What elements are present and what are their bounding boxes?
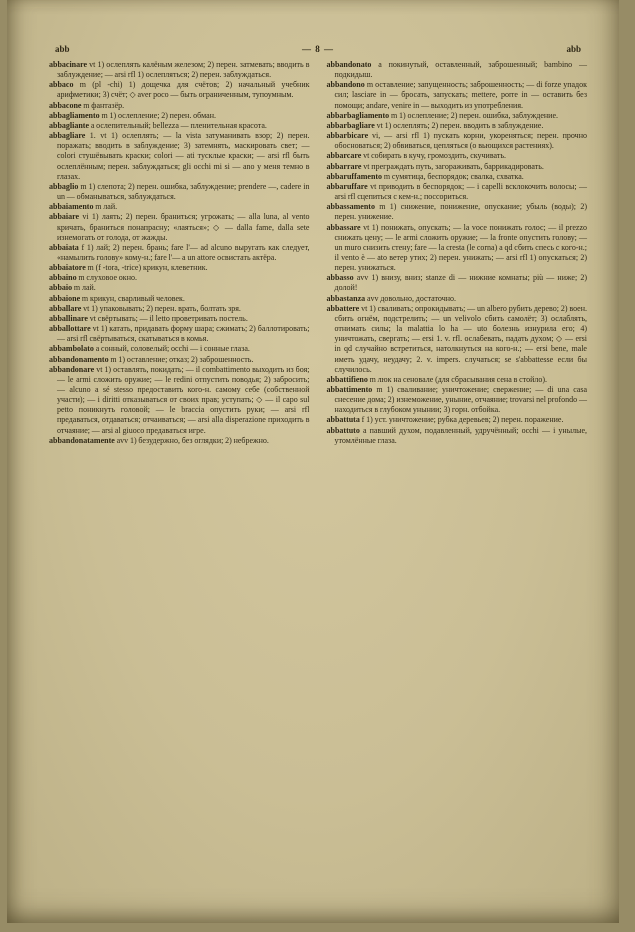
dictionary-entry: abbattuto a павший духом, подавленный, удручённый; occhi — i унылые, утомлённые глаза.	[326, 425, 587, 445]
dictionary-entry: abbagliante a ослепительный; bellezza — пленительная красота.	[49, 120, 267, 130]
dictionary-entry: abbaiatore m (f -tora, -trice) крикун, клеветник.	[49, 263, 208, 273]
entry-headword: abbaglio	[49, 181, 79, 191]
entry-headword: abbacone	[49, 100, 82, 110]
dictionary-entry: abbaione m крикун, сварливый человек.	[49, 293, 185, 303]
header-guide-word-left: abb	[55, 44, 70, 54]
dictionary-entry: abbattifieno m люк на сеновале (для сбрасывания сена в стойло).	[326, 374, 548, 384]
entry-headword: abbaiamento	[49, 202, 94, 212]
entry-headword: abbagliamento	[49, 110, 100, 120]
dictionary-entry: abbarbicare vi, — arsi rfl 1) пускать корни, укореняться; перен. прочно обосноваться; 2) обвиваться, цепляться (о вьющихся растениях).	[326, 131, 587, 151]
entry-headword: abbaruffare	[326, 181, 368, 191]
page-header	[49, 44, 587, 60]
entry-headword: abbaione	[49, 293, 81, 303]
entry-headword: abbandonare	[49, 364, 95, 374]
entry-headword: abbattuto	[326, 425, 360, 435]
entry-headword: abbaiata	[49, 242, 79, 252]
entry-headword: abbandonatamente	[49, 435, 115, 445]
dictionary-entry: abbarrare vt преграждать путь, загораживать, баррикадировать.	[326, 161, 544, 171]
page-number: — 8 —	[302, 44, 334, 54]
entry-headword: abbarbagliamento	[326, 110, 390, 120]
column-right	[327, 60, 588, 446]
entry-headword: abbasso	[326, 273, 354, 283]
dictionary-entry: abbaiare vi 1) лаять; 2) перен. браниться; угрожать; — alla luna, al vento кричать, браниться понапрасну; «лаяться»; ◇ — dalla fame, dalla sete изнемогать от голода, от жажды.	[49, 212, 310, 242]
dictionary-entry: abbassare vt 1) понижать, опускать; — la voce понижать голос; — il prezzo снижать цену; — le armi сложить оружие; — la fronte опустить голову; — un muro снизить стену; fare — la cresta (le corna) a qd сбить спесь с кого-н.; il vento è — ato ветер утих; 2) перен. унижать; — arsi rfl 1) опускаться; 2) перен. унижаться.	[326, 222, 587, 273]
entry-headword: abbastanza	[326, 293, 366, 303]
entry-headword: abbaino	[49, 273, 77, 283]
entry-headword: abbarrare	[326, 161, 362, 171]
entry-headword: abballottare	[49, 324, 91, 334]
dictionary-entry: abbattere vt 1) сваливать; опрокидывать; — un albero рубить дерево; 2) воен. сбить огнём, подстрелить; — un velivolo сбить самолёт; 3) ослаблять, отнимать силы; la malattia lo ha — uto болезнь изнурила его; 4) уничтожать, свергать; — ersi 1. v. rfl. ослабевать, падать духом; ◇ — ersi in qd случайно встретиться, натолкнуться на кого-н.; — ersi bene, male иметь удачу, неудачу; 2. v. impers. случаться; se s'abbattesse если бы случилось.	[326, 303, 587, 374]
dictionary-entry: abbacone m фантазёр.	[49, 100, 125, 110]
dictionary-entry: abbandonatamente avv 1) безудержно, без оглядки; 2) небрежно.	[49, 435, 269, 445]
entry-headword: abbagliante	[49, 120, 90, 130]
dictionary-entry: abballottare vt 1) катать, придавать форму шара; сжимать; 2) баллотировать; — arsi rfl свёртываться, скатываться в комья.	[49, 324, 310, 344]
dictionary-entry: abbaco m (pl -chi) 1) дощечка для счётов; 2) начальный учебник арифметики; 3) счёт; ◇ aver poco — быть ограниченным, тупоумным.	[49, 80, 310, 100]
entry-headword: abbarcare	[326, 151, 362, 161]
entry-headword: abbaiatore	[49, 263, 86, 273]
entry-headword: abbarbicare	[326, 131, 369, 141]
entry-headword: abbaco	[49, 80, 74, 90]
page-content	[49, 44, 587, 897]
dictionary-entry: abbaiamento m лай.	[49, 202, 118, 212]
entry-headword: abbandonato	[326, 60, 372, 69]
entry-headword: abballare	[49, 303, 82, 313]
entry-headword: abbaruffamento	[326, 171, 383, 181]
dictionary-entry: abbaio m лай.	[49, 283, 96, 293]
dictionary-entry: abbarbagliamento m 1) ослепление; 2) перен. ошибка, заблуждение.	[326, 110, 558, 120]
dictionary-entry: abbambolato a сонный, соловелый; occhi — i сонные глаза.	[49, 344, 250, 354]
dictionary-page	[7, 0, 619, 923]
text-columns	[49, 60, 587, 446]
dictionary-entry: abballare vt 1) упаковывать; 2) перен. врать, болтать зря.	[49, 303, 241, 313]
entry-headword: abbattuta	[326, 415, 360, 425]
dictionary-entry: abbassamento m 1) снижение, понижение, опускание; убыль (воды); 2) перен. унижение.	[326, 202, 587, 222]
dictionary-entry: abbandonare vt 1) оставлять, покидать; — il combattimento выходить из боя; — le armi сложить оружие; — le redini отпустить поводья; 2) забросить; — alcuno a sé stesso предоставить кого-н. самому себе (собственной участи); — i diritti отказываться от своих прав; уступать; ◇ — il capo sul petto поникнуть головой; — le braccia опустить руки; — arsi rfl предаваться, отдаваться; отчаиваться; — arsi alla disperazione приходить в отчаяние; — arsi al giuoco предаваться игре.	[49, 364, 310, 435]
dictionary-entry: abbandonamento m 1) оставление; отказ; 2) заброшенность.	[49, 354, 254, 364]
entry-headword: abbassare	[326, 222, 361, 232]
dictionary-entry: abbagliare 1. vt 1) ослеплять; — la vista затуманивать взор; 2) перен. поражать; вводить в заблуждение; 3) затемнять, маскировать свет; — colori стушёвывать краски; colori — ati тусклые краски; — arsi rfl быть ослеплённым; перен. заблуждаться; gli occhi mi si — ano у меня темно в глазах.	[49, 131, 310, 181]
dictionary-entry: abbaglio m 1) слепота; 2) перен. ошибка, заблуждение; prendere —, cadere in un — обманываться, заблуждаться.	[49, 181, 310, 202]
dictionary-entry: abbaiata f 1) лай; 2) перен. брань; fare l'— ad alcuno выругать как следует, «намылить голову» кому-н.; fare l'— a un attore освистать актёра.	[49, 242, 310, 262]
column-left	[49, 60, 310, 446]
entry-headword: abbaio	[49, 283, 73, 293]
entry-headword: abbattere	[326, 303, 360, 313]
dictionary-entry: abbastanza avv довольно, достаточно.	[326, 293, 456, 303]
dictionary-entry: abbarbagliare vt 1) ослеплять; 2) перен. вводить в заблуждение.	[326, 120, 544, 130]
entry-headword: abbattimento	[326, 385, 373, 394]
dictionary-entry: abbandono m оставление; запущенность; заброшенность; — di forze упадок сил; lasciare in — бросать, запускать; mettere, porre in — оставить без помощи; andare, venire in — выходить из употребления.	[326, 80, 587, 110]
header-guide-word-right: abb	[566, 44, 581, 54]
dictionary-entry: abbasso avv 1) внизу, вниз; stanze di — нижние комнаты; più — ниже; 2) долой!	[326, 273, 587, 293]
dictionary-entry: abbaruffare vt приводить в беспорядок; — i capelli всклокочить волосы; — arsi rfl сцепиться с кем-н.; поссориться.	[326, 181, 587, 202]
dictionary-entry: abbattuta f 1) уст. уничтожение; рубка деревьев; 2) перен. поражение.	[326, 415, 564, 425]
dictionary-entry: abbandonato a покинутый, оставленный, заброшенный; bambino — подкидыш.	[326, 60, 587, 80]
entry-headword: abbandonamento	[49, 354, 109, 364]
dictionary-entry: abbaruffamento m сумятица, беспорядок; свалка, схватка.	[326, 171, 524, 181]
entry-headword: abbaiare	[49, 212, 80, 222]
dictionary-entry: abbagliamento m 1) ослепление; 2) перен. обман.	[49, 110, 216, 120]
dictionary-entry: abbarcare vt собирать в кучу, громоздить, скучивать.	[326, 151, 506, 161]
entry-headword: abbacinare	[49, 60, 88, 69]
entry-headword: abbassamento	[326, 202, 375, 212]
entry-headword: abbandono	[326, 80, 365, 90]
entry-headword: abbarbagliare	[326, 120, 375, 130]
entry-headword: abbagliare	[49, 131, 86, 141]
entry-headword: abbambolato	[49, 344, 94, 354]
dictionary-entry: abbaino m слуховое окно.	[49, 273, 137, 283]
dictionary-entry: abballinare vt свёртывать; — il letto проветривать постель.	[49, 313, 248, 323]
entry-headword: abbattifieno	[326, 374, 368, 384]
entry-headword: abballinare	[49, 313, 88, 323]
dictionary-entry: abbacinare vt 1) ослеплять калёным железом; 2) перен. затмевать; вводить в заблуждение; — arsi rfl 1) ослепляться; 2) перен. заблуждаться.	[49, 60, 310, 80]
dictionary-entry: abbattimento m 1) сваливание; уничтожение; свержение; — di una casa снесение дома; 2) изнеможение, уныние, отчаяние; trovarsi nel profondo — находиться в глубоком унынии; 3) горн. отбойка.	[326, 385, 587, 415]
